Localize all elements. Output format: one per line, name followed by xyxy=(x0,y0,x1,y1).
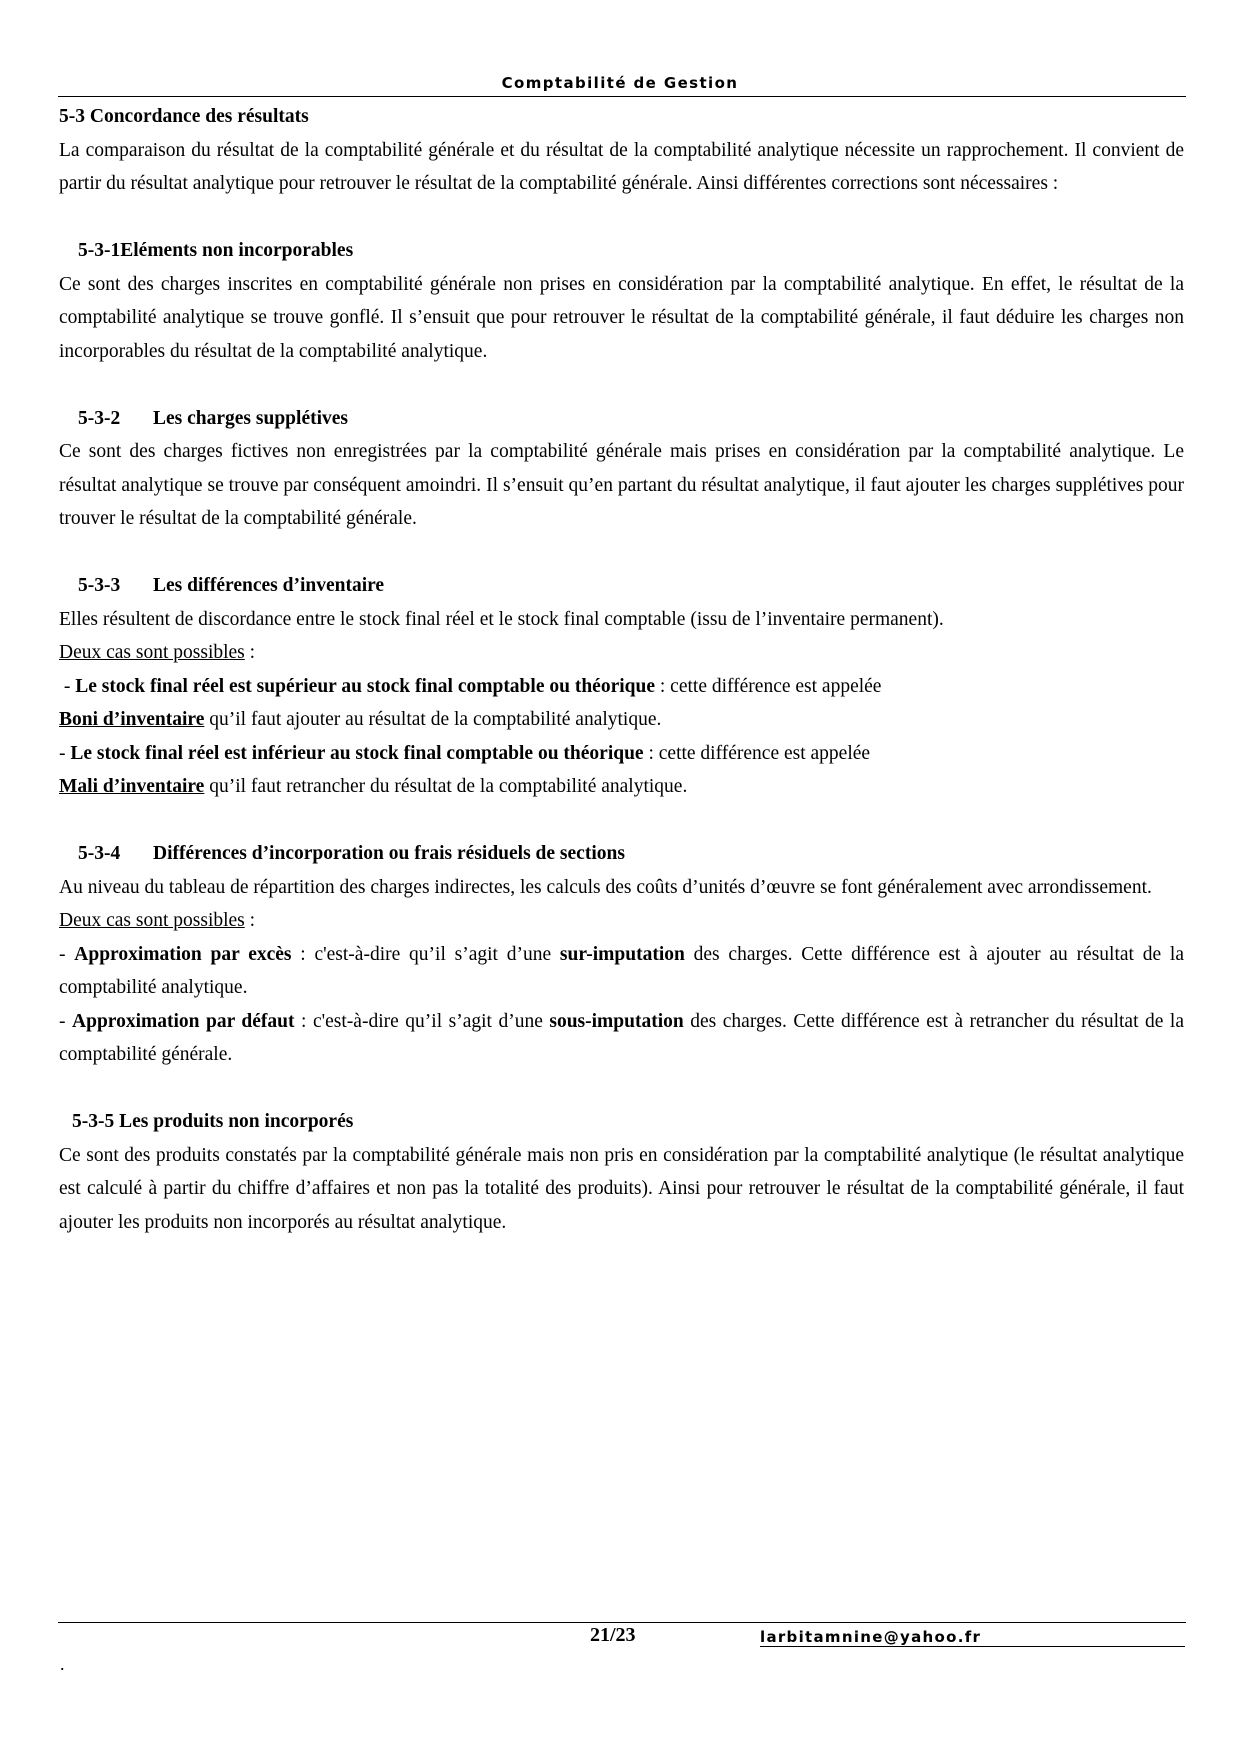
cases-label: Deux cas sont possibles xyxy=(59,642,245,663)
case-boni: - Le stock final réel est supérieur au stock final comptable ou théorique : cette différence est appelée xyxy=(59,675,882,697)
section-intro: La comparaison du résultat de la comptabilité générale et du résultat de la comptabilité analytique nécessite un rapprochement. Il convient de partir du résultat analytique pour retrouver le résultat de la comptabilité générale. Ainsi différentes corrections sont nécessaires : xyxy=(59,139,1184,194)
case-mali: - Le stock final réel est inférieur au stock final comptable ou théorique : cette différence est appelée xyxy=(59,742,871,764)
subsection-title-5-3-5: 5-3-5 Les produits non incorporés xyxy=(72,1111,354,1132)
subsection-number: 5-3-3 xyxy=(78,575,121,596)
subsection-title-5-3-2 xyxy=(59,402,1184,436)
footer-dot: . xyxy=(60,1654,65,1674)
cases-line: Deux cas sont possibles : xyxy=(59,642,256,663)
subsection-heading: Différences d’incorporation ou frais résiduels de sections xyxy=(153,843,625,864)
subsection-body-5-3-4: Au niveau du tableau de répartition des charges indirectes, les calculs des coûts d’unités d’œuvre se font généralement avec arrondissement. xyxy=(59,876,1152,898)
running-header: Comptabilité de Gestion xyxy=(501,74,739,92)
footer-rule xyxy=(58,1622,1186,1623)
page-number: 21/23 xyxy=(590,1624,636,1646)
subsection-heading: Les différences d’inventaire xyxy=(153,575,385,596)
subsection-number: 5-3-2 xyxy=(78,407,121,429)
cases-label: Deux cas sont possibles xyxy=(59,910,245,931)
subsection-body-5-3-3: Elles résultent de discordance entre le stock final réel et le stock final comptable (issu de l’inventaire permanent). xyxy=(59,608,944,630)
subsection-title-5-3-3 xyxy=(59,569,1184,603)
subsection-body-5-3-5: Ce sont des produits constatés par la comptabilité générale mais non pris en considération par la comptabilité analytique (le résultat analytique est calculé à partir du chiffre d’affaires et non pas la totalité des produits). Ainsi pour retrouver le résultat de la comptabilité générale, il faut ajouter les produits non incorporés au résultat analytique. xyxy=(59,1144,1184,1233)
subsection-title-5-3-1: 5-3-1Eléments non incorporables xyxy=(78,240,354,261)
term-mali: Mali d’inventaire xyxy=(59,776,205,797)
section-title: 5-3 Concordance des résultats xyxy=(59,106,309,127)
subsection-body-5-3-2: Ce sont des charges fictives non enregistrées par la comptabilité générale mais prises en considération par la comptabilité analytique. Le résultat analytique se trouve par conséquent amoindri. Il s’ensuit qu’en partant du résultat analytique, il faut ajouter les charges supplétives pour trouver le résultat de la comptabilité générale. xyxy=(59,441,1184,529)
term-boni: Boni d’inventaire xyxy=(59,709,205,730)
subsection-heading: Les charges supplétives xyxy=(153,407,348,429)
document-body xyxy=(59,100,1184,1239)
case-defaut: - Approximation par défaut : c'est-à-dire qu’il s’agit d’une sous-imputation des charges. Cette différence est à retrancher du résultat de la comptabilité générale. xyxy=(59,1010,1184,1065)
case-exces: - Approximation par excès : c'est-à-dire qu’il s’agit d’une sur-imputation des charges. Cette différence est à ajouter au résultat de la comptabilité analytique. xyxy=(59,943,1184,998)
cases-line: Deux cas sont possibles : xyxy=(59,910,256,931)
case-mali-term: Mali d’inventaire qu’il faut retrancher du résultat de la comptabilité analytique. xyxy=(59,776,688,797)
case-boni-term: Boni d’inventaire qu’il faut ajouter au résultat de la comptabilité analytique. xyxy=(59,709,662,730)
subsection-title-5-3-4 xyxy=(59,837,1184,871)
subsection-body-5-3-1: Ce sont des charges inscrites en comptabilité générale non prises en considération par la comptabilité analytique. En effet, le résultat de la comptabilité analytique se trouve gonflé. Il s’ensuit que pour retrouver le résultat de la comptabilité générale, il faut déduire les charges non incorporables du résultat de la comptabilité analytique. xyxy=(59,273,1184,362)
subsection-number: 5-3-4 xyxy=(78,843,121,864)
header-rule xyxy=(58,96,1186,97)
author-email: larbitamnine@yahoo.fr xyxy=(760,1628,1185,1647)
